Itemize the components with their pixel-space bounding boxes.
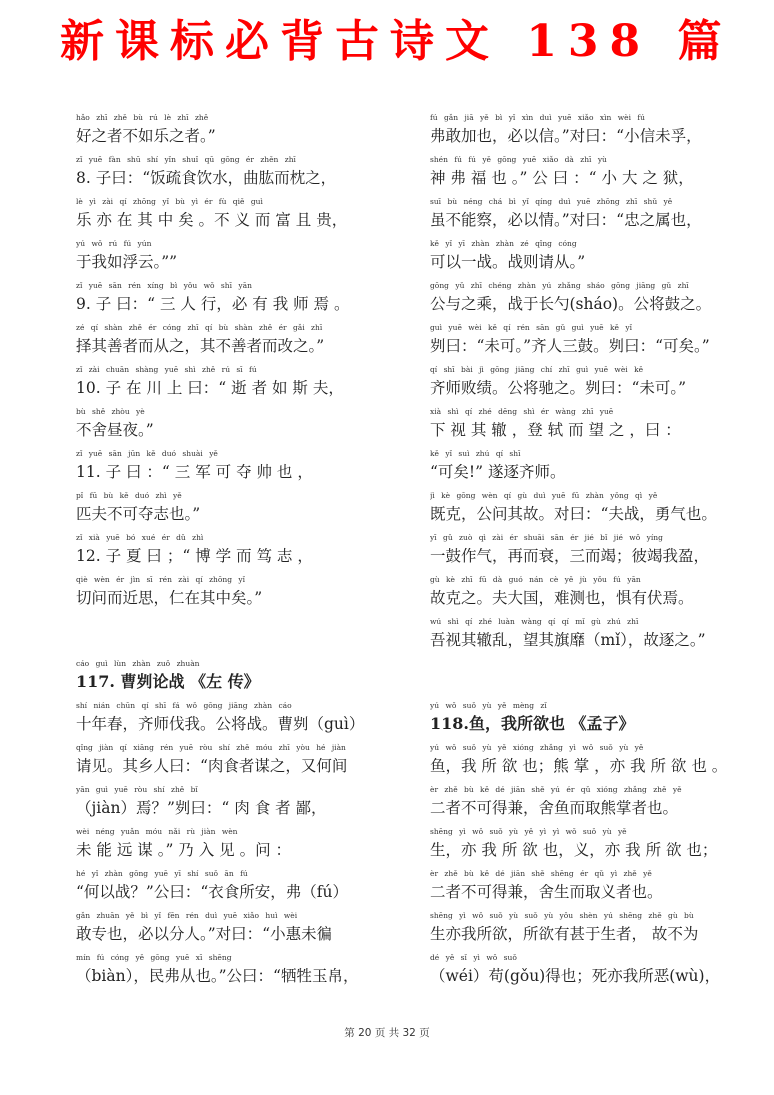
text-line	[430, 616, 740, 658]
pinyin-annotation: zǐ yuē fàn shū shí yǐn shuǐ qū gōng ér zhěn zhī	[76, 155, 296, 164]
pinyin-annotation: shí nián chūn qí shī fá wǒ gōng jiāng zhàn cáo	[76, 701, 292, 710]
pinyin-annotation: pǐ fū bù kě duó zhì yě	[76, 491, 182, 500]
pinyin-annotation: mín fú cóng yě gōng yuē xī shēng	[76, 953, 232, 962]
pinyin-annotation: wèi néng yuǎn móu nǎi rù jiàn wèn	[76, 827, 238, 836]
text-line	[430, 826, 740, 868]
text-line	[76, 532, 386, 574]
pinyin-annotation: qǐng jiàn qí xiāng rén yuē ròu shí zhě móu zhī yòu hé jiàn	[76, 743, 346, 752]
pinyin-annotation: xià shì qí zhé dēng shì ér wàng zhī yuē	[430, 407, 614, 416]
classical-text: 二者不可得兼，舍鱼而取熊掌者也。	[430, 799, 679, 817]
pinyin-annotation: gǎn zhuān yě bì yǐ fēn rén duì yuē xiǎo huì wèi	[76, 911, 298, 920]
classical-text: 好之者不如乐之者。”	[76, 127, 216, 145]
text-line	[430, 532, 740, 574]
classical-text: 生，亦 我 所 欲 也，义，亦 我 所 欲 也；	[430, 841, 718, 859]
text-line	[76, 112, 386, 154]
pinyin-annotation: kě yǐ yī zhàn zhàn zé qǐng cóng	[430, 239, 577, 248]
pinyin-annotation: hé yǐ zhàn gōng yuē yī shí suǒ ān fú	[76, 869, 248, 878]
pinyin-annotation: shēng yì wǒ suǒ yù suǒ yù yǒu shèn yú shēng zhě gù bù	[430, 911, 694, 920]
text-line	[430, 406, 740, 448]
section-heading-text: 117. 曹刿论战 《左 传》	[76, 672, 260, 691]
blank-line	[430, 658, 740, 700]
text-line	[76, 448, 386, 490]
classical-text: 不舍昼夜。”	[76, 421, 154, 439]
text-line	[76, 154, 386, 196]
section-heading	[430, 700, 740, 742]
pinyin-annotation: zǐ xià yuē bó xué ér dǔ zhì	[76, 533, 204, 542]
pinyin-annotation: èr zhě bù kě dé jiān shě yú ér qǔ xióng zhǎng zhě yě	[430, 785, 682, 794]
text-line	[76, 364, 386, 406]
classical-text: 10. 子 在 川 上 曰：“ 逝 者 如 斯 夫，	[76, 379, 344, 397]
classical-text: 二者不可得兼，舍生而取义者也。	[430, 883, 663, 901]
classical-text: 齐师败绩。公将驰之。刿曰：“未可。”	[430, 379, 687, 397]
classical-text: （wéi）苟(gǒu)得也；死亦我所恶(wù)，	[430, 967, 721, 985]
text-line	[430, 868, 740, 910]
pinyin-annotation: gù kè zhī fū dà guó nán cè yě jù yǒu fú yān	[430, 575, 641, 584]
pinyin-annotation: qí shī bài jì gōng jiāng chí zhī guì yuē wèi kě	[430, 365, 644, 374]
text-line	[430, 490, 740, 532]
classical-text: 鱼，我 所 欲 也；熊 掌 ，亦 我 所 欲 也 。	[430, 757, 728, 775]
pinyin-annotation: zǐ yuē sān jūn kě duó shuài yě	[76, 449, 218, 458]
classical-text: 刿曰：“未可。”齐人三鼓。刿曰：“可矣。”	[430, 337, 710, 355]
pinyin-annotation: yú wǒ suǒ yù yě xióng zhǎng yì wǒ suǒ yù yě	[430, 743, 644, 752]
text-line	[76, 784, 386, 826]
text-line	[430, 952, 740, 994]
section-heading	[76, 658, 386, 700]
classical-text: 切问而近思，仁在其中矣。”	[76, 589, 263, 607]
pinyin-annotation: shén fú fú yě gōng yuē xiǎo dà zhī yù	[430, 155, 607, 164]
classical-text: 匹夫不可夺志也。”	[76, 505, 201, 523]
classical-text: 下 视 其 辙 ，登 轼 而 望 之 ，曰 ：	[430, 421, 681, 439]
pinyin-annotation: dé yě sǐ yì wǒ suǒ	[430, 953, 517, 962]
classical-text: （biàn），民弗从也。”公曰：“牺牲玉帛，	[76, 967, 359, 985]
classical-text: 于我如浮云。””	[76, 253, 178, 271]
text-line	[430, 238, 740, 280]
blank-line	[76, 616, 386, 658]
pinyin-annotation: jì kè gōng wèn qí gù duì yuē fū zhàn yǒng qì yě	[430, 491, 658, 500]
classical-text: 虽不能察，必以情。”对曰：“忠之属也，	[430, 211, 702, 229]
pinyin-annotation: yān guì yuē ròu shí zhě bǐ	[76, 785, 198, 794]
text-line	[430, 196, 740, 238]
classical-text: （jiàn）焉？”刿曰：“ 肉 食 者 鄙，	[76, 799, 327, 817]
page-title: 新课标必背古诗文 138 篇	[60, 16, 733, 67]
pinyin-annotation: guì yuē wèi kě qí rén sān gǔ guì yuē kě yǐ	[430, 323, 632, 332]
text-line	[430, 154, 740, 196]
text-line	[76, 826, 386, 868]
classical-text: 11. 子 曰 ：“ 三 军 可 夺 帅 也 ，	[76, 463, 313, 481]
classical-text: 择其善者而从之，其不善者而改之。”	[76, 337, 325, 355]
text-line	[76, 322, 386, 364]
text-line	[430, 280, 740, 322]
classical-text: 乐 亦 在 其 中 矣 。不 义 而 富 且 贵，	[76, 211, 348, 229]
right-column	[430, 112, 740, 994]
classical-text: 故克之。夫大国，难测也，惧有伏焉。	[430, 589, 694, 607]
text-line	[430, 784, 740, 826]
pinyin-annotation: yú wǒ rú fú yún	[76, 239, 152, 248]
text-line	[430, 112, 740, 154]
pinyin-annotation: cáo guì lùn zhàn zuǒ zhuàn	[76, 659, 200, 668]
classical-text: 神 弗 福 也 。” 公 曰 ：“ 小 大 之 狱，	[430, 169, 694, 187]
pinyin-annotation: shēng yì wǒ suǒ yù yě yì yì wǒ suǒ yù yě	[430, 827, 627, 836]
classical-text: 9. 子 曰：“ 三 人 行，必 有 我 师 焉 。	[76, 295, 350, 313]
classical-text: 请见。其乡人曰：“肉食者谋之，又何间	[76, 757, 348, 775]
text-line	[430, 742, 740, 784]
text-line	[76, 406, 386, 448]
pinyin-annotation: wú shì qí zhé luàn wàng qí qí mǐ gù zhú zhī	[430, 617, 639, 626]
pinyin-annotation: lè yì zài qí zhōng yǐ bù yì ér fù qiě guì	[76, 197, 263, 206]
text-line	[76, 574, 386, 616]
text-line	[76, 868, 386, 910]
pinyin-annotation: gōng yǔ zhī chéng zhàn yú zhǎng sháo gōng jiāng gǔ zhī	[430, 281, 689, 290]
section-heading-text: 118.鱼，我所欲也 《孟子》	[430, 714, 635, 733]
text-line	[430, 364, 740, 406]
text-line	[76, 490, 386, 532]
classical-text: 既克，公问其故。对曰：“夫战，勇气也。	[430, 505, 717, 523]
classical-text: “可矣!” 遂逐齐师。	[430, 463, 566, 481]
pinyin-annotation: yī gǔ zuò qì zài ér shuāi sān ér jié bǐ jié wǒ yíng	[430, 533, 663, 542]
text-line	[76, 280, 386, 322]
text-line	[76, 742, 386, 784]
pinyin-annotation: suī bù néng chá bì yǐ qíng duì yuē zhōng zhī shǔ yě	[430, 197, 673, 206]
text-line	[76, 700, 386, 742]
page-footer: 第 20 页 共 32 页	[344, 1027, 430, 1039]
pinyin-annotation: fú gǎn jiā yě bì yǐ xìn duì yuē xiǎo xìn wèi fú	[430, 113, 645, 122]
pinyin-annotation: yú wǒ suǒ yù yě mèng zǐ	[430, 701, 547, 710]
text-line	[76, 952, 386, 994]
pinyin-annotation: kě yǐ suì zhú qí shī	[430, 449, 521, 458]
pinyin-annotation: bù shě zhòu yè	[76, 407, 145, 416]
text-line	[76, 238, 386, 280]
classical-text: 未 能 远 谋 。” 乃 入 见 。问 ：	[76, 841, 292, 859]
classical-text: “何以战？”公曰：“衣食所安，弗（fú）	[76, 883, 348, 901]
classical-text: 十年春，齐师伐我。公将战。曹刿（guì）	[76, 715, 365, 733]
pinyin-annotation: zé qí shàn zhě ér cóng zhī qí bù shàn zhě ér gǎi zhī	[76, 323, 323, 332]
pinyin-annotation: qiè wèn ér jìn sī rén zài qí zhōng yǐ	[76, 575, 246, 584]
classical-text: 生亦我所欲，所欲有甚于生者， 故不为	[430, 925, 699, 943]
pinyin-annotation: hǎo zhī zhě bù rú lè zhī zhě	[76, 113, 209, 122]
classical-text: 12. 子 夏 曰 ；“ 博 学 而 笃 志 ，	[76, 547, 313, 565]
pinyin-annotation: zǐ yuē sān rén xíng bì yǒu wǒ shī yān	[76, 281, 252, 290]
text-line	[430, 322, 740, 364]
classical-text: 弗敢加也，必以信。”对曰：“小信未孚，	[430, 127, 702, 145]
pinyin-annotation: zǐ zài chuān shàng yuē shì zhě rú sī fú	[76, 365, 257, 374]
classical-text: 公与之乘，战于长勺(sháo)。公将鼓之。	[430, 295, 712, 313]
classical-text: 8. 子曰：“饭疏食饮水，曲肱而枕之，	[76, 169, 337, 187]
text-line	[430, 574, 740, 616]
left-column	[76, 112, 386, 994]
pinyin-annotation: èr zhě bù kě dé jiān shě shēng ér qǔ yì zhě yě	[430, 869, 652, 878]
classical-text: 敢专也，必以分人。”对曰：“小惠未徧	[76, 925, 333, 943]
text-line	[76, 910, 386, 952]
classical-text: 可以一战。战则请从。”	[430, 253, 586, 271]
text-line	[430, 910, 740, 952]
classical-text: 吾视其辙乱，望其旗靡（mǐ），故逐之。”	[430, 631, 706, 649]
classical-text: 一鼓作气，再而衰，三而竭；彼竭我盈，	[430, 547, 710, 565]
text-line	[76, 196, 386, 238]
text-line	[430, 448, 740, 490]
